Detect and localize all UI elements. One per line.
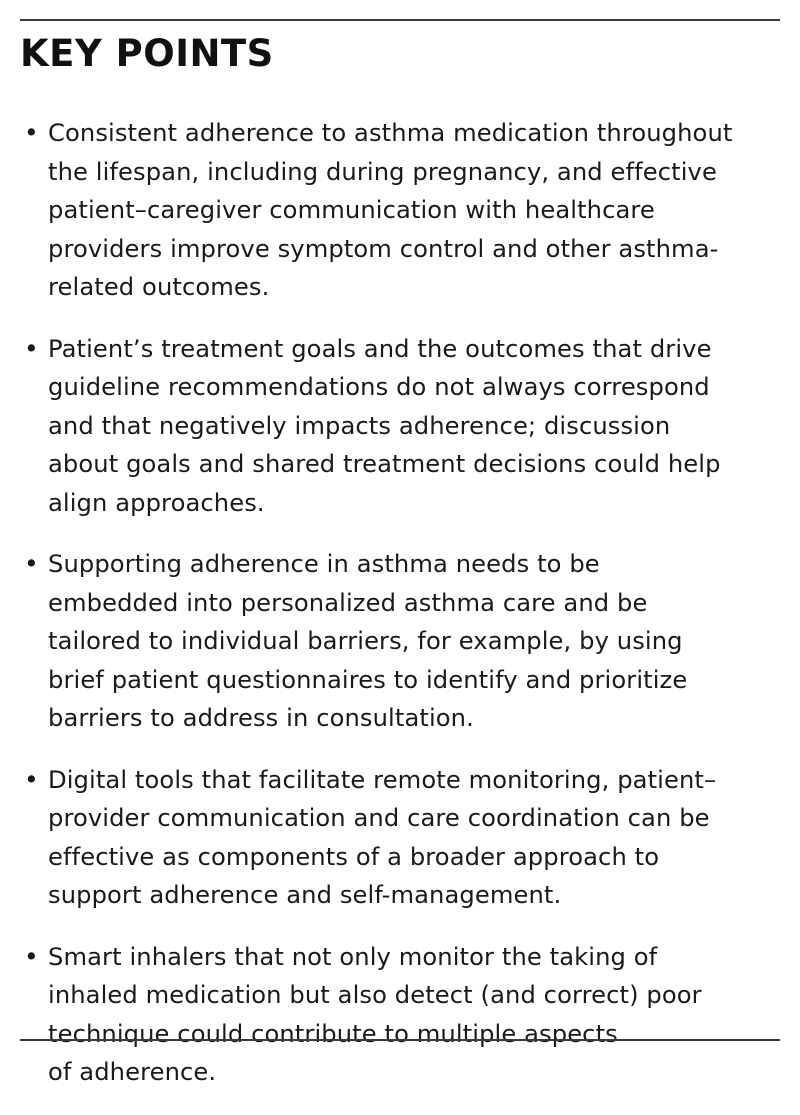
text-line: provider communication and care coordination can be <box>48 804 710 832</box>
text-line: related outcomes. <box>48 273 270 301</box>
text-line: Digital tools that facilitate remote monitoring, patient– <box>48 765 717 794</box>
key-points-heading: KEY POINTS <box>20 32 274 75</box>
bullet-icon: • <box>24 764 39 794</box>
text-line: tailored to individual barriers, for example, by using <box>48 627 683 655</box>
key-point-4 <box>20 761 780 915</box>
key-points-list <box>20 114 780 1115</box>
text-line: inhaled medication but also detect (and correct) poor <box>48 981 702 1009</box>
key-point-3 <box>20 545 780 738</box>
text-line: Smart inhalers that not only monitor the taking of <box>48 942 658 971</box>
key-points-box <box>20 0 780 1086</box>
key-point-text <box>48 761 780 915</box>
text-line: effective as components of a broader approach to <box>48 842 660 871</box>
text-line: about goals and shared treatment decisions could help <box>48 450 721 478</box>
text-line: guideline recommendations do not always correspond <box>48 373 710 401</box>
text-line: of adherence. <box>48 1058 217 1086</box>
text-line: Consistent adherence to asthma medication throughout <box>48 119 733 147</box>
text-line: align approaches. <box>48 488 265 517</box>
text-line: technique could contribute to multiple aspects <box>48 1019 618 1048</box>
bullet-icon: • <box>24 549 39 578</box>
key-point-text <box>48 938 780 1092</box>
key-point-text <box>48 114 780 307</box>
text-line: providers improve symptom control and other asthma- <box>48 234 719 263</box>
text-line: the lifespan, including during pregnancy, and effective <box>48 157 717 186</box>
text-line: barriers to address in consultation. <box>48 704 474 732</box>
text-line: embedded into personalized asthma care and be <box>48 588 648 617</box>
key-point-1 <box>20 114 780 307</box>
text-line: brief patient questionnaires to identify and prioritize <box>48 665 688 694</box>
top-rule <box>20 19 780 21</box>
key-point-text <box>48 330 780 523</box>
key-point-text <box>48 545 780 738</box>
text-line: and that negatively impacts adherence; discussion <box>48 411 671 440</box>
bottom-rule <box>20 1039 780 1041</box>
text-line: Patient’s treatment goals and the outcomes that drive <box>48 334 712 363</box>
key-point-5 <box>20 938 780 1092</box>
bullet-icon: • <box>24 333 39 363</box>
bullet-icon: • <box>24 118 39 147</box>
text-line: Supporting adherence in asthma needs to be <box>48 550 600 578</box>
bullet-icon: • <box>24 941 39 971</box>
text-line: patient–caregiver communication with healthcare <box>48 196 655 224</box>
text-line: support adherence and self-management. <box>48 881 562 909</box>
key-point-2 <box>20 330 780 523</box>
